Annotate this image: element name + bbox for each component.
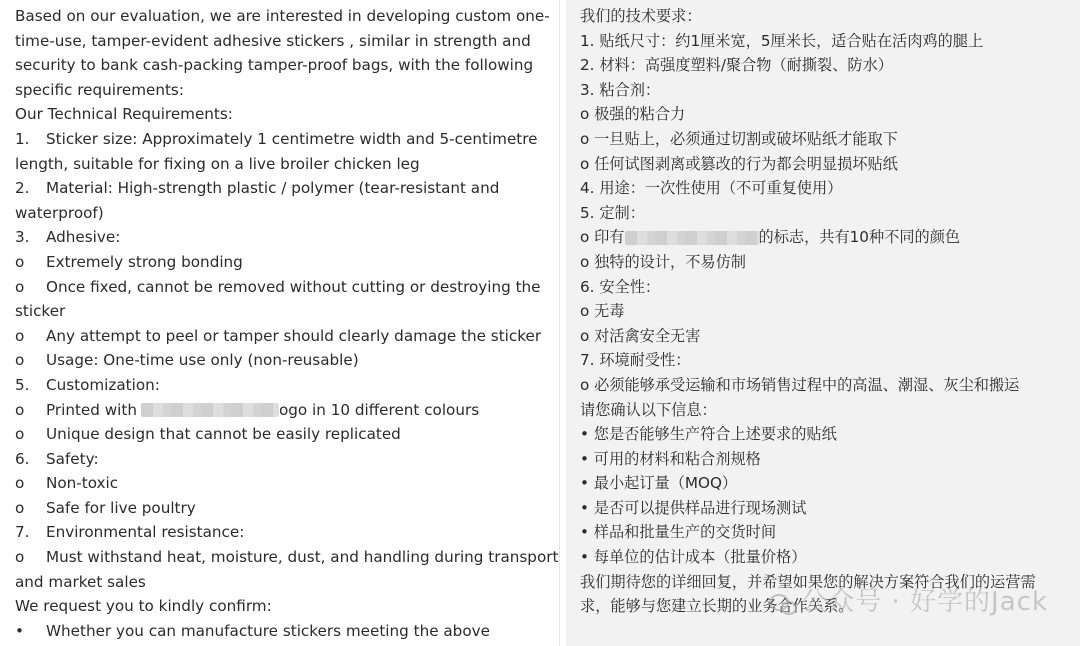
list-item xyxy=(580,225,1080,250)
text-line: time-use, tamper-evident adhesive stickers , similar in strength and xyxy=(15,31,531,50)
list-item-text: Whether you can manufacture stickers meeting the above xyxy=(46,621,490,640)
section-heading: Our Technical Requirements: xyxy=(15,105,233,124)
list-item-text: Safety: xyxy=(46,449,99,468)
text-line: 请您确认以下信息： xyxy=(580,400,717,419)
list-marker: o xyxy=(15,474,25,493)
list-item xyxy=(15,447,559,472)
list-marker: 2. xyxy=(15,179,30,198)
list-item-text: Any attempt to peel or tamper should clearly damage the sticker xyxy=(46,326,542,345)
list-marker: 6. xyxy=(15,449,30,468)
list-item: o 必须能够承受运输和市场销售过程中的高温、潮湿、灰尘和搬运 xyxy=(580,375,1020,394)
list-marker: 7. xyxy=(15,523,30,542)
list-item-text: 的标志，共有10种不同的颜色 xyxy=(758,228,961,247)
wechat-icon xyxy=(769,592,797,614)
bullet-item: • 最小起订量（MOQ） xyxy=(580,474,738,493)
list-marker: 1. xyxy=(15,129,30,148)
list-marker: o xyxy=(15,277,25,296)
list-item: 4. 用途：一次性使用（不可重复使用） xyxy=(580,179,843,198)
text-line: We request you to kindly confirm: xyxy=(15,597,272,616)
list-marker: o xyxy=(15,326,25,345)
list-marker: o xyxy=(15,498,25,517)
list-item-text: Must withstand heat, moisture, dust, and handling during transport xyxy=(46,548,559,567)
list-item-text: Unique design that cannot be easily replicated xyxy=(46,425,401,444)
list-item xyxy=(15,373,559,398)
bullet-item: • 是否可以提供样品进行现场测试 xyxy=(580,498,807,517)
text-line: sticker xyxy=(15,302,66,321)
bullet-item: • 您是否能够生产符合上述要求的贴纸 xyxy=(580,425,837,444)
list-item xyxy=(15,398,559,423)
list-item: 3. 粘合剂： xyxy=(580,80,661,99)
redacted-block xyxy=(141,403,279,417)
list-item-text: Safe for live poultry xyxy=(46,498,196,517)
list-marker: o xyxy=(15,548,25,567)
list-item: 7. 环境耐受性： xyxy=(580,351,691,370)
list-item-text: o 印有 xyxy=(580,228,625,247)
list-item xyxy=(15,520,559,545)
list-item-text: Environmental resistance: xyxy=(46,523,245,542)
list-item: 6. 安全性： xyxy=(580,277,661,296)
list-item xyxy=(15,250,559,275)
list-item xyxy=(15,176,559,201)
list-item xyxy=(15,324,559,349)
text-line: 求，能够与您建立长期的业务合作关系。 xyxy=(580,597,854,616)
list-item-text: Customization: xyxy=(46,375,160,394)
text-line: waterproof) xyxy=(15,203,104,222)
list-item xyxy=(15,422,559,447)
list-item-text: Material: High-strength plastic / polymer (tear-resistant and xyxy=(46,179,500,198)
text-line: 我们期待您的详细回复，并希望如果您的解决方案符合我们的运营需 xyxy=(580,572,1036,591)
text-line: specific requirements: xyxy=(15,80,184,99)
list-item-text: Usage: One-time use only (non-reusable) xyxy=(46,351,359,370)
list-marker: 3. xyxy=(15,228,30,247)
list-item: o 任何试图剥离或篡改的行为都会明显损坏贴纸 xyxy=(580,154,898,173)
text-line: length, suitable for fixing on a live broiler chicken leg xyxy=(15,154,420,173)
list-item: o 对活禽安全无害 xyxy=(580,326,701,345)
list-item: o 一旦贴上，必须通过切割或破坏贴纸才能取下 xyxy=(580,129,898,148)
list-marker: o xyxy=(15,400,25,419)
text-line: security to bank cash-packing tamper-proof bags, with the following xyxy=(15,56,534,75)
text-line: and market sales xyxy=(15,572,146,591)
list-item-text: Adhesive: xyxy=(46,228,121,247)
list-item: o 无毒 xyxy=(580,302,625,321)
list-item: o 独特的设计，不易仿制 xyxy=(580,252,746,271)
list-marker: 5. xyxy=(15,375,30,394)
list-item: 2. 材料：高强度塑料/聚合物（耐撕裂、防水） xyxy=(580,56,893,75)
list-item: 5. 定制： xyxy=(580,203,645,222)
list-item xyxy=(15,471,559,496)
redacted-block xyxy=(625,231,759,245)
bullet-item: • 样品和批量生产的交货时间 xyxy=(580,523,777,542)
list-item: o 极强的粘合力 xyxy=(580,105,686,124)
list-item xyxy=(15,545,559,570)
watermark xyxy=(769,581,1048,618)
list-item xyxy=(15,496,559,521)
list-item-text: Printed with xyxy=(46,400,137,419)
bullet-item: • 每单位的估计成本（批量价格） xyxy=(580,548,807,567)
list-marker: o xyxy=(15,351,25,370)
list-item xyxy=(15,225,559,250)
list-marker: o xyxy=(15,252,25,271)
watermark-text: 公众号 · 好学的Jack xyxy=(801,587,1048,617)
section-heading: 我们的技术要求： xyxy=(580,7,702,25)
list-item-text: Once fixed, cannot be removed without cutting or destroying the xyxy=(46,277,541,296)
text-line: Based on our evaluation, we are interested in developing custom one- xyxy=(15,7,550,25)
list-item xyxy=(15,348,559,373)
list-item xyxy=(15,619,559,644)
bullet-marker: • xyxy=(15,621,24,640)
list-item xyxy=(15,127,559,152)
list-item: 1. 贴纸尺寸：约1厘米宽，5厘米长，适合贴在活肉鸡的腿上 xyxy=(580,31,984,50)
list-item-text: Non-toxic xyxy=(46,474,119,493)
bullet-item: • 可用的材料和粘合剂规格 xyxy=(580,449,761,468)
list-item-text: ogo in 10 different colours xyxy=(278,400,480,419)
list-item-text: Extremely strong bonding xyxy=(46,252,243,271)
chinese-text-panel xyxy=(566,0,1080,646)
list-item xyxy=(15,275,559,300)
list-item-text: Sticker size: Approximately 1 centimetre width and 5-centimetre xyxy=(46,129,538,148)
list-marker: o xyxy=(15,425,25,444)
